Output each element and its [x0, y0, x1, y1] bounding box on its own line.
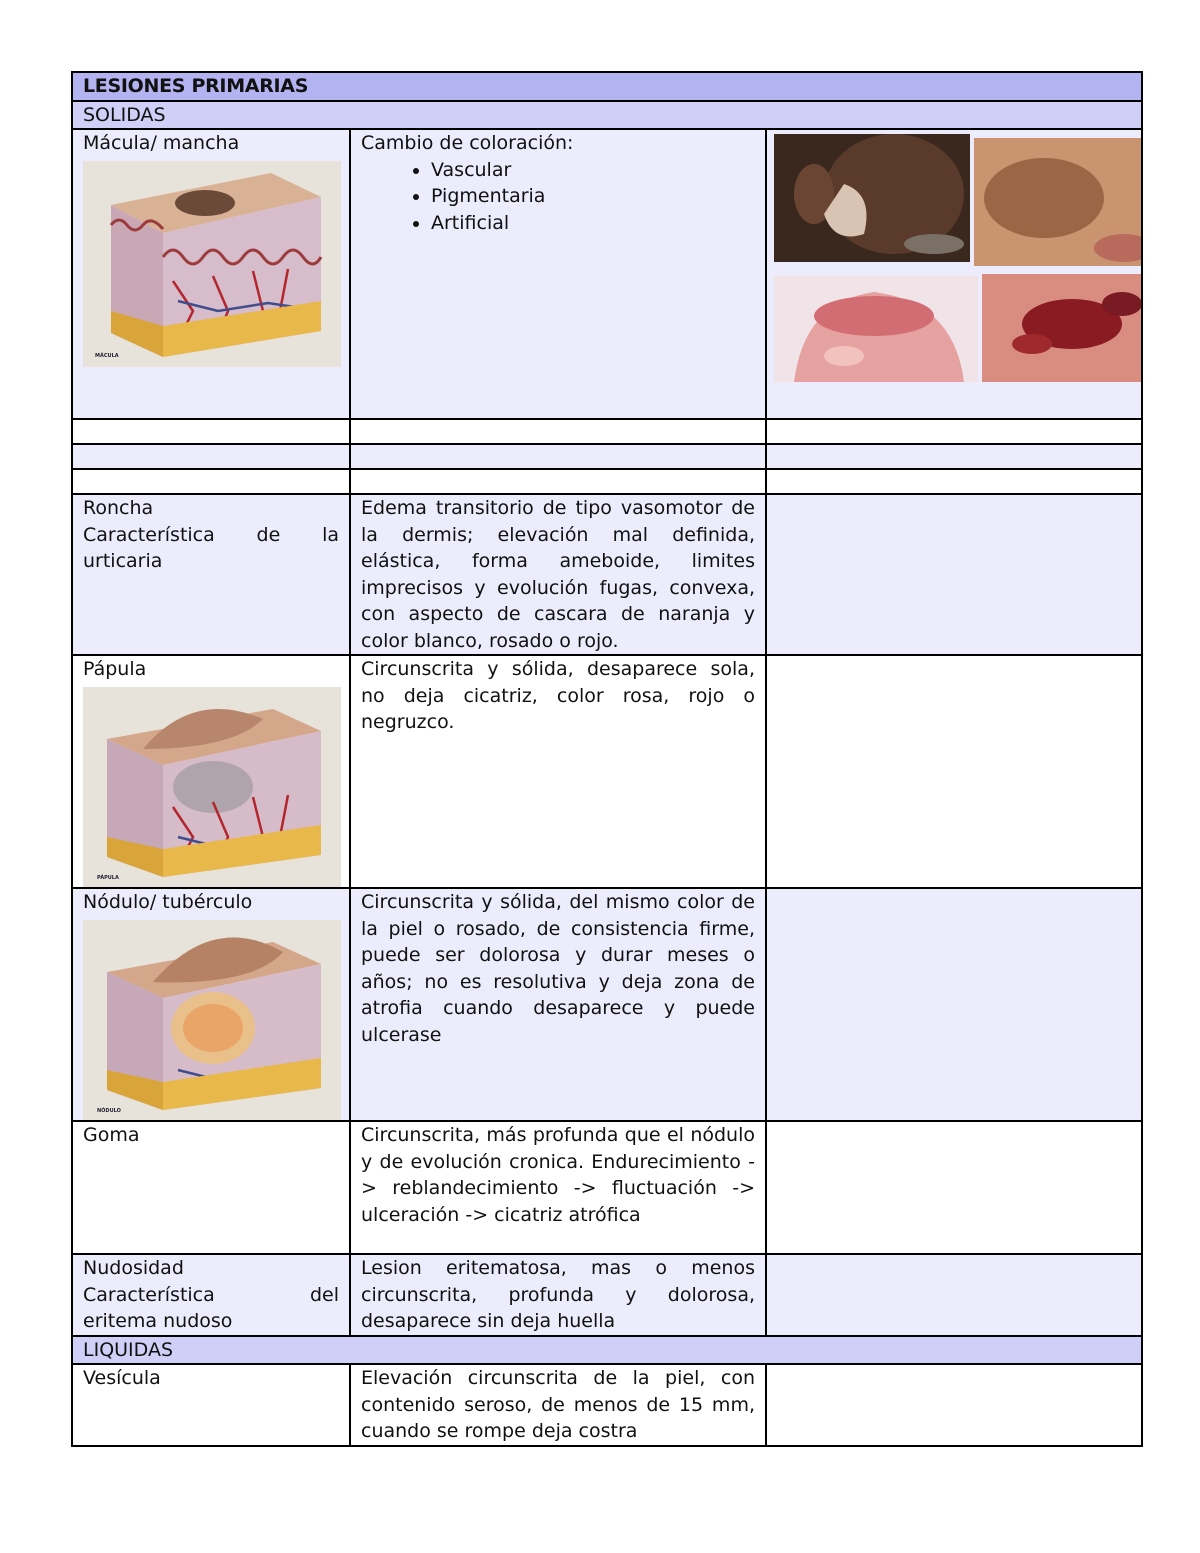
empty-cell: [766, 419, 1142, 444]
term-word: la: [322, 523, 339, 546]
desc-goma: Circunscrita, más profunda que el nódulo y de evolución cronica. Endurecimiento -> reblandecimiento -> fluctuación -> ulceración -> cicatriz atrófica: [350, 1121, 766, 1254]
table-row-papula: [72, 655, 1142, 888]
photo-cell-empty: [766, 1254, 1142, 1336]
term-roncha-line2: [83, 522, 339, 549]
term-cell-nodulo: [72, 888, 350, 1121]
nodulo-illustration-caption: NÓDULO: [97, 1107, 121, 1114]
empty-cell: [350, 419, 766, 444]
table-title: LESIONES PRIMARIAS: [72, 72, 1142, 101]
term-macula: Mácula/ mancha: [83, 132, 240, 154]
papula-skin-illustration: [83, 687, 341, 887]
list-item: • Artificial: [431, 210, 755, 237]
papula-illustration-caption: PÁPULA: [97, 874, 119, 881]
desc-vesicula: Elevación circunscrita de la piel, con contenido seroso, de menos de 15 mm, cuando se rompe deja costra: [350, 1364, 766, 1446]
macula-skin-illustration: [83, 161, 341, 367]
photo-cell-empty: [766, 655, 1142, 888]
photo-cell-empty: [766, 1121, 1142, 1254]
empty-cell: [350, 469, 766, 494]
empty-cell: [766, 469, 1142, 494]
empty-cell: [350, 444, 766, 469]
pigmented-macules-cheek-photo: [974, 138, 1142, 266]
term-vesicula: Vesícula: [72, 1364, 350, 1446]
list-item: • Vascular: [431, 157, 755, 184]
term-cell-macula: [72, 129, 350, 419]
photo-cell-macula: [766, 129, 1142, 419]
section-label-liquidas: LIQUIDAS: [72, 1336, 1142, 1365]
term-word: del: [309, 1283, 339, 1306]
term-goma: Goma: [72, 1121, 350, 1254]
table-row-empty: [72, 419, 1142, 444]
primary-lesions-table: [71, 71, 1143, 1447]
section-row-liquidas: [72, 1336, 1142, 1365]
term-nodulo: Nódulo/ tubérculo: [83, 891, 253, 913]
vascular-purpura-photo: [982, 274, 1142, 382]
table-row-macula: [72, 129, 1142, 419]
nodulo-skin-illustration: [83, 920, 341, 1120]
vitiligo-face-photo: [774, 134, 970, 262]
term-roncha-line3: urticaria: [83, 550, 163, 572]
list-item: • Pigmentaria: [431, 183, 755, 210]
term-nudosidad-line3: eritema nudoso: [83, 1310, 233, 1332]
term-word: Característica: [83, 1283, 215, 1306]
macula-illustration-caption: MÁCULA: [95, 352, 119, 359]
desc-nodulo: Circunscrita y sólida, del mismo color de la piel o rosado, de consistencia firme, puede ser dolorosa y durar meses o años; no es resolutiva y deja zona de atrofia cuando desaparece y puede ulcerase: [350, 888, 766, 1121]
section-row-solidas: [72, 101, 1142, 130]
empty-cell: [72, 469, 350, 494]
photo-cell-empty: [766, 494, 1142, 655]
desc-roncha: Edema transitorio de tipo vasomotor de la dermis; elevación mal definida, elástica, forma ameboide, limites imprecisos y evolución fugas, convexa, con aspecto de cascara de naranja y color blanco, rosado o rojo.: [350, 494, 766, 655]
desc-nudosidad: Lesion eritematosa, mas o menos circunscrita, profunda y dolorosa, desaparece sin deja huella: [350, 1254, 766, 1336]
table-row-empty: [72, 469, 1142, 494]
table-row-nodulo: [72, 888, 1142, 1121]
photo-cell-empty: [766, 888, 1142, 1121]
empty-cell: [766, 444, 1142, 469]
term-roncha: Roncha: [83, 497, 154, 519]
desc-title-macula: Cambio de coloración:: [361, 132, 574, 154]
term-word: de: [256, 523, 281, 546]
desc-papula: Circunscrita y sólida, desaparece sola, no deja cicatriz, color rosa, rojo o negruzco.: [350, 655, 766, 888]
table-row-empty: [72, 444, 1142, 469]
section-label-solidas: SOLIDAS: [72, 101, 1142, 130]
term-nudosidad: Nudosidad: [83, 1257, 184, 1279]
empty-cell: [72, 419, 350, 444]
term-cell-nudosidad: [72, 1254, 350, 1336]
table-row-vesicula: [72, 1364, 1142, 1446]
table-row-goma: [72, 1121, 1142, 1254]
table-title-row: [72, 72, 1142, 101]
macula-bullet-list: [361, 157, 755, 237]
term-nudosidad-line2: [83, 1282, 339, 1309]
empty-cell: [72, 444, 350, 469]
term-word: Característica: [83, 523, 215, 546]
term-cell-papula: [72, 655, 350, 888]
macula-photo-collage: [774, 134, 1141, 382]
term-cell-roncha: [72, 494, 350, 655]
term-papula: Pápula: [83, 658, 147, 680]
table-row-roncha: [72, 494, 1142, 655]
table-row-nudosidad: [72, 1254, 1142, 1336]
photo-cell-empty: [766, 1364, 1142, 1446]
desc-cell-macula: [350, 129, 766, 419]
erythema-back-photo: [774, 276, 978, 382]
